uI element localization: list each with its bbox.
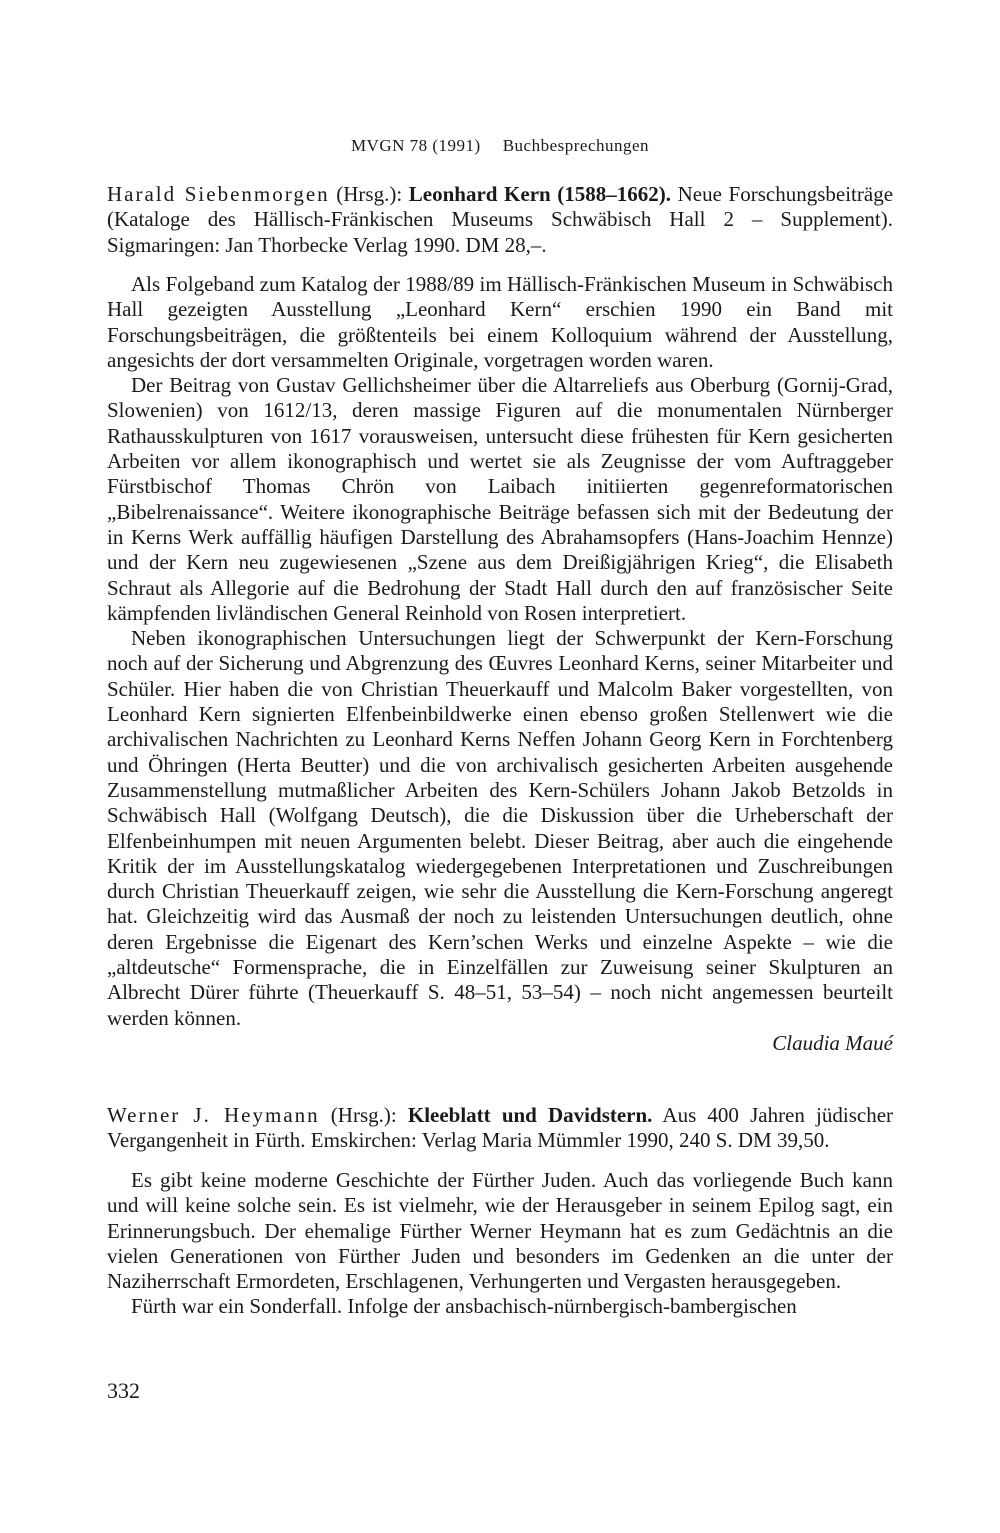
review-2-paragraph-1: Es gibt keine moderne Geschichte der Fürther Juden. Auch das vorliegende Buch kann und will keine solche sein. Es ist vielmehr, wie der Herausgeber in seinem Epilog sagt, ein Erinnerungsbuch. Der ehemalige Fürther Werner Heymann hat es zum Gedächtnis an die vielen Generationen von Fürther Juden und besonders im Gedenken an die unter der Naziherrschaft Ermordeten, Erschlagenen, Verhungerten und Vergasten herausgegeben. <box>107 1168 893 1294</box>
review-2-heading <box>107 1103 893 1154</box>
review-1-book-title: Leonhard Kern (1588–1662). <box>408 182 672 206</box>
review-1-paragraph-1: Als Folgeband zum Katalog der 1988/89 im Hällisch-Fränkischen Museum in Schwäbisch Hall gezeigten Ausstellung „Leonhard Kern“ erschien 1990 ein Band mit Forschungsbeiträgen, die größtenteils bei einem Kolloquium während der Ausstellung, angesichts der dort versammelten Originale, vorgetragen worden waren. <box>107 272 893 372</box>
review-1-bibliographic-details: Neue Forschungsbeiträge (Kataloge des Hällisch-Fränkischen Museums Schwäbisch Hall 2 – Supplement). Sigmaringen: Jan Thorbecke Verlag 1990. DM 28,–. <box>107 182 894 257</box>
review-1-paragraph-3: Neben ikonographischen Untersuchungen liegt der Schwerpunkt der Kern-Forschung noch auf der Sicherung und Abgrenzung des Œuvres Leonhard Kerns, seiner Mitarbeiter und Schüler. Hier haben die von Christian Theuerkauff und Malcolm Baker vorgestellten, von Leonhard Kern signierten Elfenbeinbildwerke einen ebenso großen Stellenwert wie die archivalischen Nachrichten zu Leonhard Kerns Neffen Johann Georg Kern in Forchtenberg und Öhringen (Herta Beutter) und die von archivalisch gesicherten Arbeiten ausgehende Zusammenstellung mutmaßlicher Arbeiten des Kern-Schülers Johann Jakob Betzolds in Schwäbisch Hall (Wolfgang Deutsch), die die Diskussion über die Urheberschaft der Elfenbeinhumpen mit neuen Argumenten belebt. Dieser Beitrag, aber auch die eingehende Kritik der im Ausstellungskatalog wiedergegebenen Interpretationen und Zuschreibungen durch Christian Theuerkauff zeigen, wie sehr die Ausstellung die Kern-Forschung angeregt hat. Gleichzeitig wird das Ausmaß der noch zu leistenden Untersuchungen deutlich, ohne deren Ergebnisse die Eigenart des Kern’schen Werks und einzelne Aspekte – wie die „altdeutsche“ Formensprache, die in Einzelfällen zur Zuweisung seiner Skulpturen an Albrecht Dürer führte (Theuerkauff S. 48–51, 53–54) – noch nicht angemessen beurteilt werden können. <box>107 626 893 1030</box>
journal-reference: MVGN 78 (1991) <box>350 136 481 155</box>
running-head <box>0 134 1000 158</box>
review-2-author: Werner J. Heymann <box>107 1103 320 1127</box>
review-2-body <box>107 1168 893 1320</box>
review-2 <box>107 1103 893 1154</box>
review-1-editor-note: (Hrsg.): <box>329 182 409 206</box>
review-1-author: Harald Siebenmorgen <box>107 182 330 206</box>
review-2-book-title: Kleeblatt und Davidstern. <box>407 1103 653 1127</box>
review-1 <box>107 182 893 258</box>
review-1-paragraph-2: Der Beitrag von Gustav Gellichsheimer über die Altarreliefs aus Oberburg (Gornij-Grad, Slowenien) von 1612/13, deren massige Figuren auf die monumentalen Nürnberger Rathausskulpturen von 1617 vorausweisen, untersucht diese frühesten für Kern gesicherten Arbeiten vor allem ikonographisch und wertet sie als Zeugnisse der vom Auftraggeber Fürstbischof Thomas Chrön von Laibach initiierten gegenreformatorischen „Bibelrenaissance“. Weitere ikonographische Beiträge befassen sich mit der Bedeutung der in Kerns Werk auffällig häufigen Darstellung des Abrahamsopfers (Hans-Joachim Hennze) und der Kern neu zugewiesenen „Szene aus dem Dreißigjährigen Krieg“, die Elisabeth Schraut als Allegorie auf die Bedrohung der Stadt Hall durch den auf französischer Seite kämpfenden livländischen General Reinhold von Rosen interpretiert. <box>107 373 893 625</box>
review-2-paragraph-2: Fürth war ein Sonderfall. Infolge der ansbachisch-nürnbergisch-bambergischen <box>131 1294 797 1319</box>
review-1-reviewer-signature: Claudia Maué <box>772 1030 893 1055</box>
review-1-heading <box>107 182 893 258</box>
review-2-bibliographic-details: Aus 400 Jahren jüdischer Vergangenheit in Fürth. Emskirchen: Verlag Maria Mümmler 1990, 240 S. DM 39,50. <box>107 1103 894 1153</box>
page-number: 332 <box>107 1378 140 1403</box>
review-2-editor-note: (Hrsg.): <box>319 1103 408 1127</box>
review-1-body <box>107 272 893 1056</box>
section-title: Buchbesprechungen <box>502 136 650 155</box>
